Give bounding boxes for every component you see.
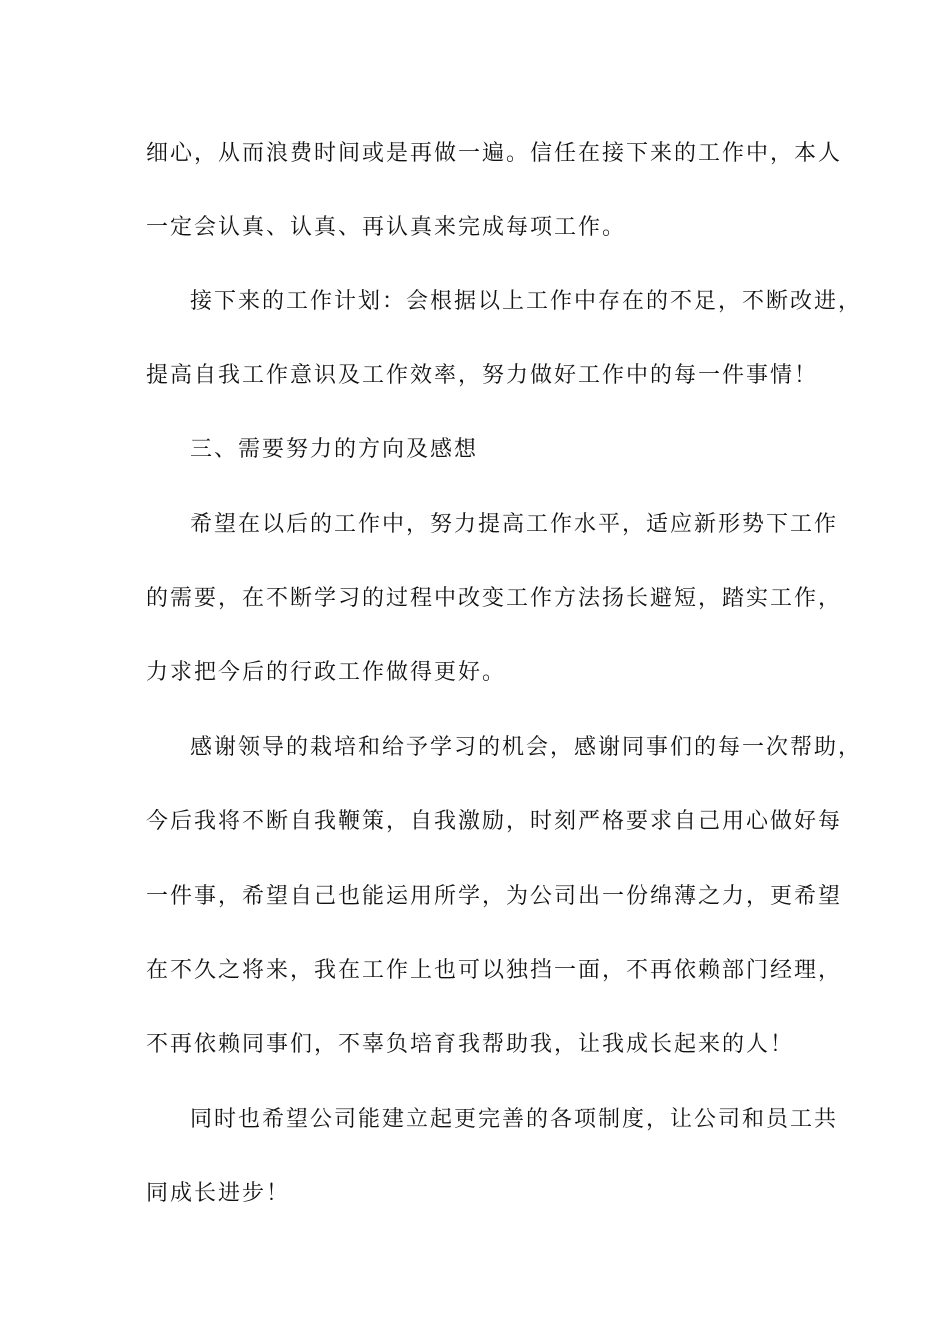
text-line: 同成长进步！: [146, 1181, 291, 1206]
paragraph-start-line: 感谢领导的栽培和给予学习的机会，感谢同事们的每一次帮助，: [190, 735, 863, 760]
text-line: 在不久之将来，我在工作上也可以独挡一面，不再依赖部门经理，: [146, 958, 843, 983]
text-line: 一定会认真、认真、再认真来完成每项工作。: [146, 215, 627, 240]
paragraph-start-line: 希望在以后的工作中，努力提高工作水平，适应新形势下工作: [190, 512, 839, 537]
paragraph-start-line: 同时也希望公司能建立起更完善的各项制度，让公司和员工共: [190, 1107, 839, 1132]
text-line: 不再依赖同事们，不辜负培育我帮助我，让我成长起来的人！: [146, 1032, 795, 1057]
text-line: 的需要，在不断学习的过程中改变工作方法扬长避短，踏实工作，: [146, 586, 843, 611]
text-line: 力求把今后的行政工作做得更好。: [146, 660, 507, 685]
text-line: 细心，从而浪费时间或是再做一遍。信任在接下来的工作中，本人: [146, 141, 843, 166]
section-heading: 三、需要努力的方向及感想: [190, 437, 479, 462]
paragraph-start-line: 接下来的工作计划：会根据以上工作中存在的不足，不断改进，: [190, 289, 863, 314]
text-line: 提高自我工作意识及工作效率，努力做好工作中的每一件事情！: [146, 363, 819, 388]
text-line: 今后我将不断自我鞭策，自我激励，时刻严格要求自己用心做好每: [146, 809, 843, 834]
text-line: 一件事，希望自己也能运用所学，为公司出一份绵薄之力，更希望: [146, 884, 843, 909]
